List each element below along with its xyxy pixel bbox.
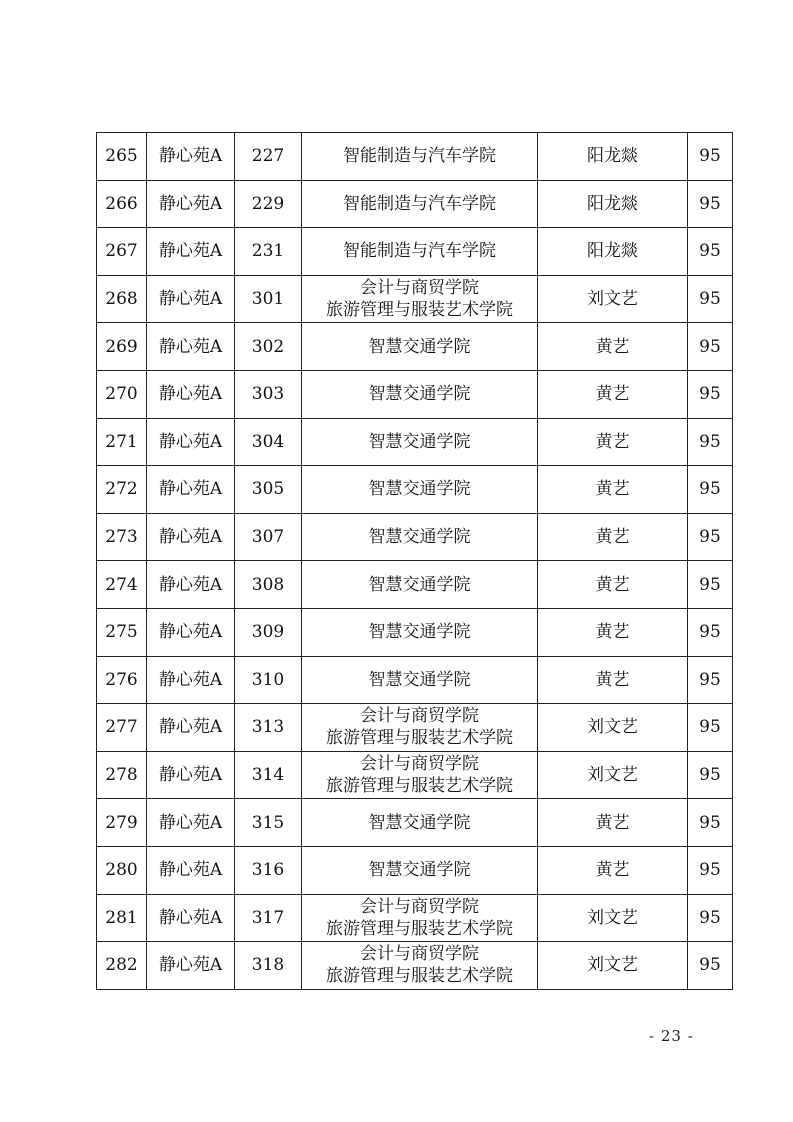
row-number-cell: 269 (97, 323, 147, 371)
table-row (97, 846, 733, 894)
college-cell (302, 704, 538, 752)
table-row (97, 751, 733, 799)
room-cell: 314 (235, 751, 302, 799)
college-cell (302, 751, 538, 799)
college-name: 旅游管理与服装艺术学院 (326, 966, 513, 987)
table-row (97, 561, 733, 609)
score-cell: 95 (688, 704, 733, 752)
score-cell: 95 (688, 799, 733, 847)
inspector-cell: 黄艺 (538, 513, 688, 561)
inspector-cell: 阳龙燚 (538, 228, 688, 276)
college-name: 旅游管理与服装艺术学院 (326, 300, 513, 321)
college-name: 智慧交通学院 (368, 669, 471, 690)
room-cell: 302 (235, 323, 302, 371)
table-row (97, 704, 733, 752)
building-cell: 静心苑A (147, 608, 235, 656)
inspector-cell: 刘文艺 (538, 275, 688, 323)
college-cell (302, 608, 538, 656)
score-cell: 95 (688, 133, 733, 181)
room-cell: 313 (235, 704, 302, 752)
college-cell (302, 656, 538, 704)
row-number-cell: 265 (97, 133, 147, 181)
room-cell: 305 (235, 466, 302, 514)
college-name: 智慧交通学院 (368, 574, 471, 595)
room-cell: 318 (235, 942, 302, 990)
building-cell: 静心苑A (147, 799, 235, 847)
row-number-cell: 273 (97, 513, 147, 561)
college-cell (302, 323, 538, 371)
table-row (97, 466, 733, 514)
row-number-cell: 274 (97, 561, 147, 609)
table-row (97, 418, 733, 466)
college-name: 旅游管理与服装艺术学院 (326, 918, 513, 939)
building-cell: 静心苑A (147, 894, 235, 942)
row-number-cell: 277 (97, 704, 147, 752)
building-cell: 静心苑A (147, 846, 235, 894)
row-number-cell: 276 (97, 656, 147, 704)
score-cell: 95 (688, 561, 733, 609)
college-name: 智慧交通学院 (368, 812, 471, 833)
building-cell: 静心苑A (147, 751, 235, 799)
inspector-cell: 黄艺 (538, 418, 688, 466)
college-cell (302, 513, 538, 561)
building-cell: 静心苑A (147, 513, 235, 561)
score-cell: 95 (688, 656, 733, 704)
college-name: 旅游管理与服装艺术学院 (326, 728, 513, 749)
building-cell: 静心苑A (147, 228, 235, 276)
inspector-cell: 阳龙燚 (538, 180, 688, 228)
table-row (97, 942, 733, 990)
college-name: 智慧交通学院 (368, 479, 471, 500)
row-number-cell: 280 (97, 846, 147, 894)
room-cell: 231 (235, 228, 302, 276)
building-cell: 静心苑A (147, 704, 235, 752)
table-row (97, 180, 733, 228)
inspector-cell: 黄艺 (538, 608, 688, 656)
college-name: 智能制造与汽车学院 (343, 241, 496, 262)
building-cell: 静心苑A (147, 418, 235, 466)
college-cell (302, 418, 538, 466)
room-cell: 303 (235, 370, 302, 418)
college-name: 会计与商贸学院 (360, 944, 479, 965)
score-cell: 95 (688, 418, 733, 466)
score-cell: 95 (688, 466, 733, 514)
inspector-cell: 刘文艺 (538, 751, 688, 799)
score-cell: 95 (688, 370, 733, 418)
table-row (97, 228, 733, 276)
inspector-cell: 刘文艺 (538, 704, 688, 752)
college-cell (302, 180, 538, 228)
building-cell: 静心苑A (147, 180, 235, 228)
college-cell (302, 799, 538, 847)
room-cell: 229 (235, 180, 302, 228)
room-cell: 315 (235, 799, 302, 847)
score-cell: 95 (688, 846, 733, 894)
inspector-cell: 黄艺 (538, 370, 688, 418)
college-name: 智能制造与汽车学院 (343, 193, 496, 214)
table-body (97, 133, 733, 990)
college-name: 智能制造与汽车学院 (343, 146, 496, 167)
inspector-cell: 黄艺 (538, 846, 688, 894)
college-cell (302, 466, 538, 514)
table-row (97, 133, 733, 181)
room-cell: 307 (235, 513, 302, 561)
inspector-cell: 黄艺 (538, 561, 688, 609)
row-number-cell: 266 (97, 180, 147, 228)
college-cell (302, 846, 538, 894)
college-cell (302, 370, 538, 418)
inspector-cell: 刘文艺 (538, 942, 688, 990)
college-cell (302, 942, 538, 990)
building-cell: 静心苑A (147, 466, 235, 514)
score-cell: 95 (688, 323, 733, 371)
room-cell: 301 (235, 275, 302, 323)
college-name: 智慧交通学院 (368, 431, 471, 452)
score-cell: 95 (688, 751, 733, 799)
score-cell: 95 (688, 180, 733, 228)
dormitory-score-table (96, 132, 733, 990)
table-row (97, 323, 733, 371)
college-name: 智慧交通学院 (368, 336, 471, 357)
room-cell: 304 (235, 418, 302, 466)
page-number: - 23 - (649, 1027, 694, 1045)
inspector-cell: 黄艺 (538, 323, 688, 371)
score-cell: 95 (688, 275, 733, 323)
row-number-cell: 275 (97, 608, 147, 656)
college-cell (302, 561, 538, 609)
score-cell: 95 (688, 942, 733, 990)
table-row (97, 608, 733, 656)
table-row (97, 513, 733, 561)
inspector-cell: 黄艺 (538, 799, 688, 847)
row-number-cell: 267 (97, 228, 147, 276)
inspector-cell: 刘文艺 (538, 894, 688, 942)
building-cell: 静心苑A (147, 656, 235, 704)
table-row (97, 275, 733, 323)
college-name: 智慧交通学院 (368, 527, 471, 548)
table-row (97, 894, 733, 942)
college-name: 智慧交通学院 (368, 622, 471, 643)
row-number-cell: 271 (97, 418, 147, 466)
building-cell: 静心苑A (147, 323, 235, 371)
score-cell: 95 (688, 513, 733, 561)
room-cell: 308 (235, 561, 302, 609)
building-cell: 静心苑A (147, 133, 235, 181)
table-row (97, 656, 733, 704)
building-cell: 静心苑A (147, 275, 235, 323)
row-number-cell: 272 (97, 466, 147, 514)
room-cell: 310 (235, 656, 302, 704)
room-cell: 317 (235, 894, 302, 942)
table-row (97, 799, 733, 847)
college-name: 会计与商贸学院 (360, 896, 479, 917)
college-name: 智慧交通学院 (368, 384, 471, 405)
row-number-cell: 282 (97, 942, 147, 990)
row-number-cell: 279 (97, 799, 147, 847)
inspector-cell: 阳龙燚 (538, 133, 688, 181)
building-cell: 静心苑A (147, 942, 235, 990)
row-number-cell: 281 (97, 894, 147, 942)
college-cell (302, 133, 538, 181)
room-cell: 316 (235, 846, 302, 894)
college-cell (302, 228, 538, 276)
room-cell: 309 (235, 608, 302, 656)
inspector-cell: 黄艺 (538, 466, 688, 514)
row-number-cell: 270 (97, 370, 147, 418)
row-number-cell: 268 (97, 275, 147, 323)
row-number-cell: 278 (97, 751, 147, 799)
room-cell: 227 (235, 133, 302, 181)
score-cell: 95 (688, 228, 733, 276)
table-row (97, 370, 733, 418)
score-cell: 95 (688, 608, 733, 656)
building-cell: 静心苑A (147, 561, 235, 609)
college-name: 智慧交通学院 (368, 860, 471, 881)
college-name: 会计与商贸学院 (360, 706, 479, 727)
college-name: 旅游管理与服装艺术学院 (326, 776, 513, 797)
college-cell (302, 275, 538, 323)
building-cell: 静心苑A (147, 370, 235, 418)
score-cell: 95 (688, 894, 733, 942)
college-cell (302, 894, 538, 942)
college-name: 会计与商贸学院 (360, 754, 479, 775)
college-name: 会计与商贸学院 (360, 278, 479, 299)
inspector-cell: 黄艺 (538, 656, 688, 704)
